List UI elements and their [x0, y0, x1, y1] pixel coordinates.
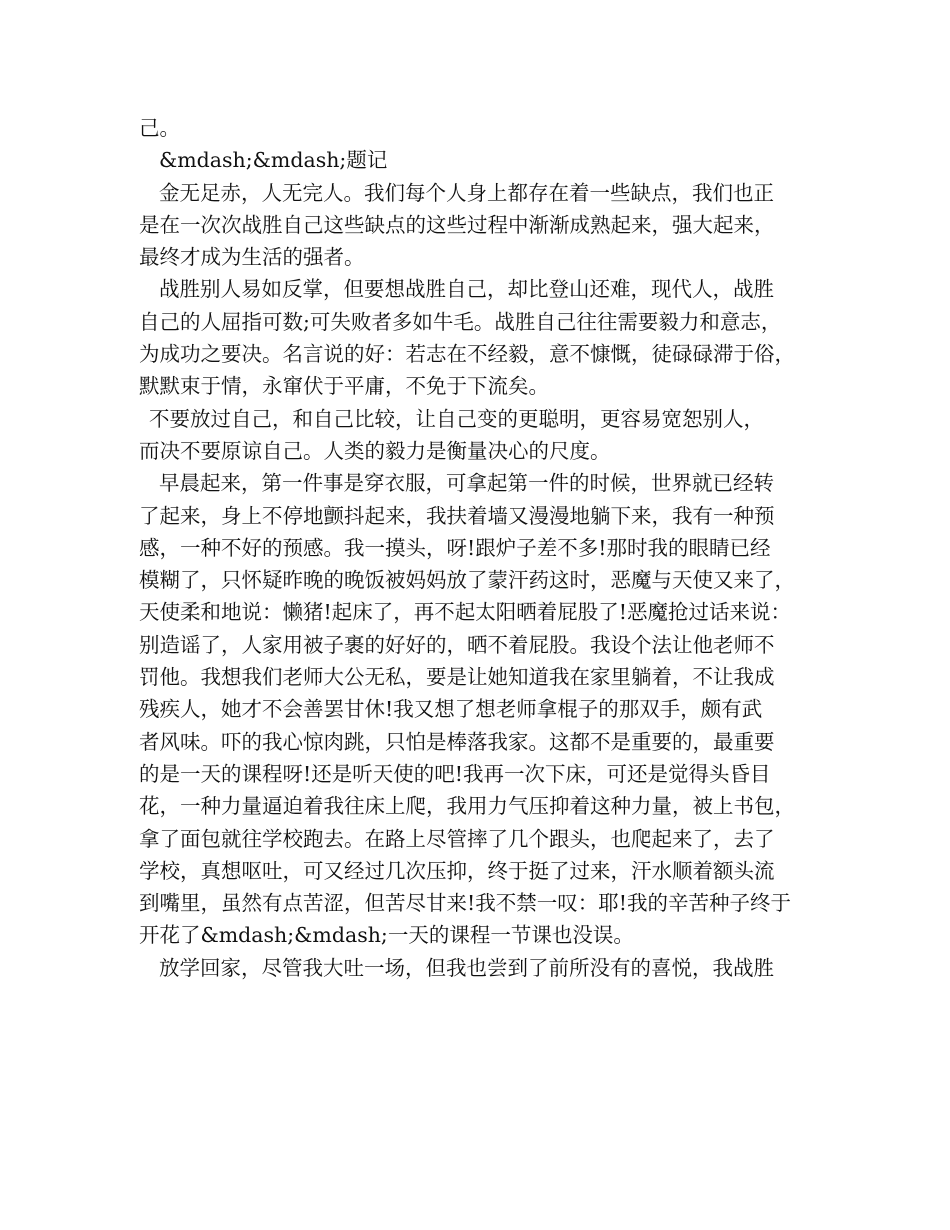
text-line: 模糊了，只怀疑昨晚的晚饭被妈妈放了蒙汗药这时，恶魔与天使又来了， [139, 568, 795, 593]
text-line: 默默束于情，永窜伏于平庸，不免于下流矣。 [139, 374, 549, 399]
text-line: 是在一次次战胜自己这些缺点的这些过程中渐渐成熟起来，强大起来， [139, 212, 775, 237]
text-line: 了起来，身上不停地颤抖起来，我扶着墙又漫漫地躺下来，我有一种预 [139, 503, 775, 528]
text-line: 拿了面包就往学校跑去。在路上尽管摔了几个跟头，也爬起来了，去了 [139, 826, 775, 851]
text-line: 自己的人屈指可数;可失败者多如牛毛。战胜自己往往需要毅力和意志， [139, 309, 782, 334]
text-line: 为成功之要决。名言说的好：若志在不经毅，意不慷慨，徒碌碌滞于俗， [139, 342, 795, 367]
text-line: 的是一天的课程呀!还是听天使的吧!我再一次下床，可还是觉得头昏目 [139, 761, 771, 786]
text-line: 早晨起来，第一件事是穿衣服，可拿起第一件的时候，世界就已经转 [159, 471, 774, 496]
text-line: 天使柔和地说：懒猪!起床了，再不起太阳晒着屁股了!恶魔抢过话来说： [139, 600, 791, 625]
text-line: 罚他。我想我们老师大公无私，要是让她知道我在家里躺着，不让我成 [139, 665, 775, 690]
document-body [139, 112, 829, 984]
text-line: 金无足赤，人无完人。我们每个人身上都存在着一些缺点，我们也正 [159, 180, 774, 205]
text-line: 战胜别人易如反掌，但要想战胜自己，却比登山还难，现代人，战胜 [159, 277, 774, 302]
text-line: 者风味。吓的我心惊肉跳，只怕是棒落我家。这都不是重要的，最重要 [139, 729, 775, 754]
text-line: 别造谣了，人家用被子裹的好好的，晒不着屁股。我设个法让他老师不 [139, 632, 775, 657]
text-line: 花，一种力量逼迫着我往床上爬，我用力气压抑着这种力量，被上书包， [139, 794, 795, 819]
text-line: 不要放过自己，和自己比较，让自己变的更聪明，更容易宽恕别人， [149, 406, 764, 431]
epigraph-attribution: &mdash;&mdash;题记 [159, 148, 388, 173]
text-line: 而决不要原谅自己。人类的毅力是衡量决心的尺度。 [139, 438, 611, 463]
text-line: 己。 [139, 116, 180, 140]
text-line: 感，一种不好的预感。我一摸头，呀!跟炉子差不多!那时我的眼睛已经 [139, 535, 771, 560]
text-line: 放学回家，尽管我大吐一场，但我也尝到了前所没有的喜悦，我战胜 [159, 955, 774, 980]
text-line: 到嘴里，虽然有点苦涩，但苦尽甘来!我不禁一叹：耶!我的辛苦种子终于 [139, 891, 791, 916]
text-line: 开花了&mdash;&mdash;一天的课程一节课也没误。 [139, 923, 634, 948]
text-line: 最终才成为生活的强者。 [139, 245, 365, 270]
text-line: 学校，真想呕吐，可又经过几次压抑，终于挺了过来，汗水顺着额头流 [139, 858, 775, 883]
text-line: 残疾人，她才不会善罢甘休!我又想了想老师拿棍子的那双手，颇有武 [139, 697, 763, 722]
